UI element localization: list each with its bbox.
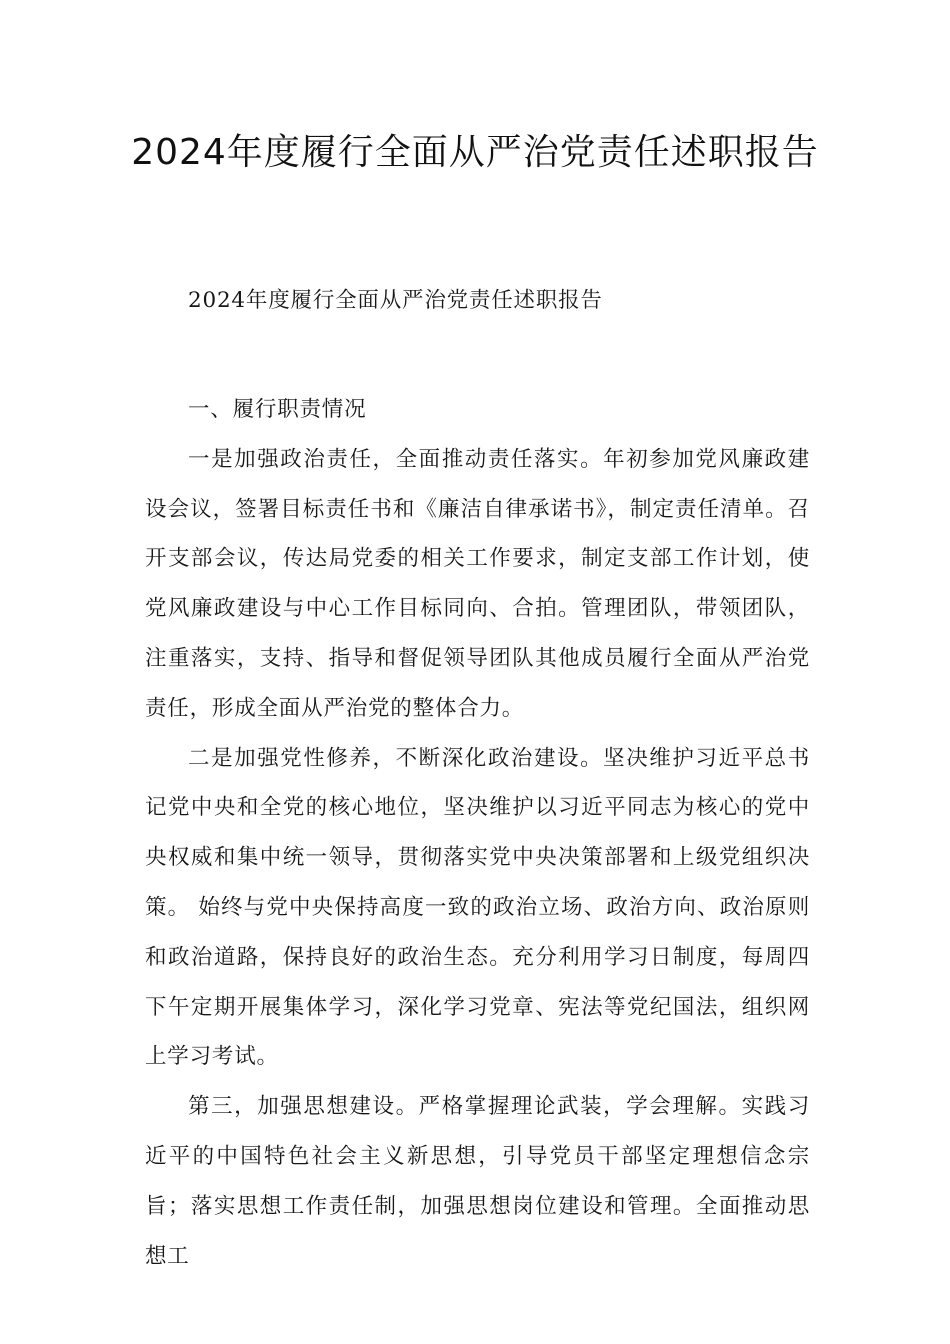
document-title: 2024年度履行全面从严治党责任述职报告 [131,132,819,173]
document-subtitle: 2024年度履行全面从严治党责任述职报告 [188,288,603,313]
paragraph: 一是加强政治责任，全面推动责任落实。年初参加党风廉政建设会议，签署目标责任书和《廉洁自律承诺书》，制定责任清单。召开支部会议，传达局党委的相关工作要求，制定支部工作计划，使党风廉政建设与中心工作目标同向、合拍。管理团队，带领团队，注重落实，支持、指导和督促领导团队其他成员履行全面从严治党责任，形成全面从严治党的整体合力。 [145,446,810,721]
section-heading: 一、履行职责情况 [188,397,367,422]
document-body [145,385,810,1281]
paragraph: 二是加强党性修养，不断深化政治建设。坚决维护习近平总书记党中央和全党的核心地位，坚决维护以习近平同志为核心的党中央权威和集中统一领导，贯彻落实党中央决策部署和上级党组织决策。 始终与党中央保持高度一致的政治立场、政治方向、政治原则和政治道路，保持良好的政治生态。充分利用学习日制度，每周四下午定期开展集体学习，深化学习党章、宪法等党纪国法，组织网上学习考试。 [145,745,810,1070]
paragraph: 第三，加强思想建设。严格掌握理论武装，学会理解。实践习近平的中国特色社会主义新思想，引导党员干部坚定理想信念宗旨；落实思想工作责任制，加强思想岗位建设和管理。全面推动思想工 [145,1094,810,1269]
document-subtitle-block [145,286,810,316]
